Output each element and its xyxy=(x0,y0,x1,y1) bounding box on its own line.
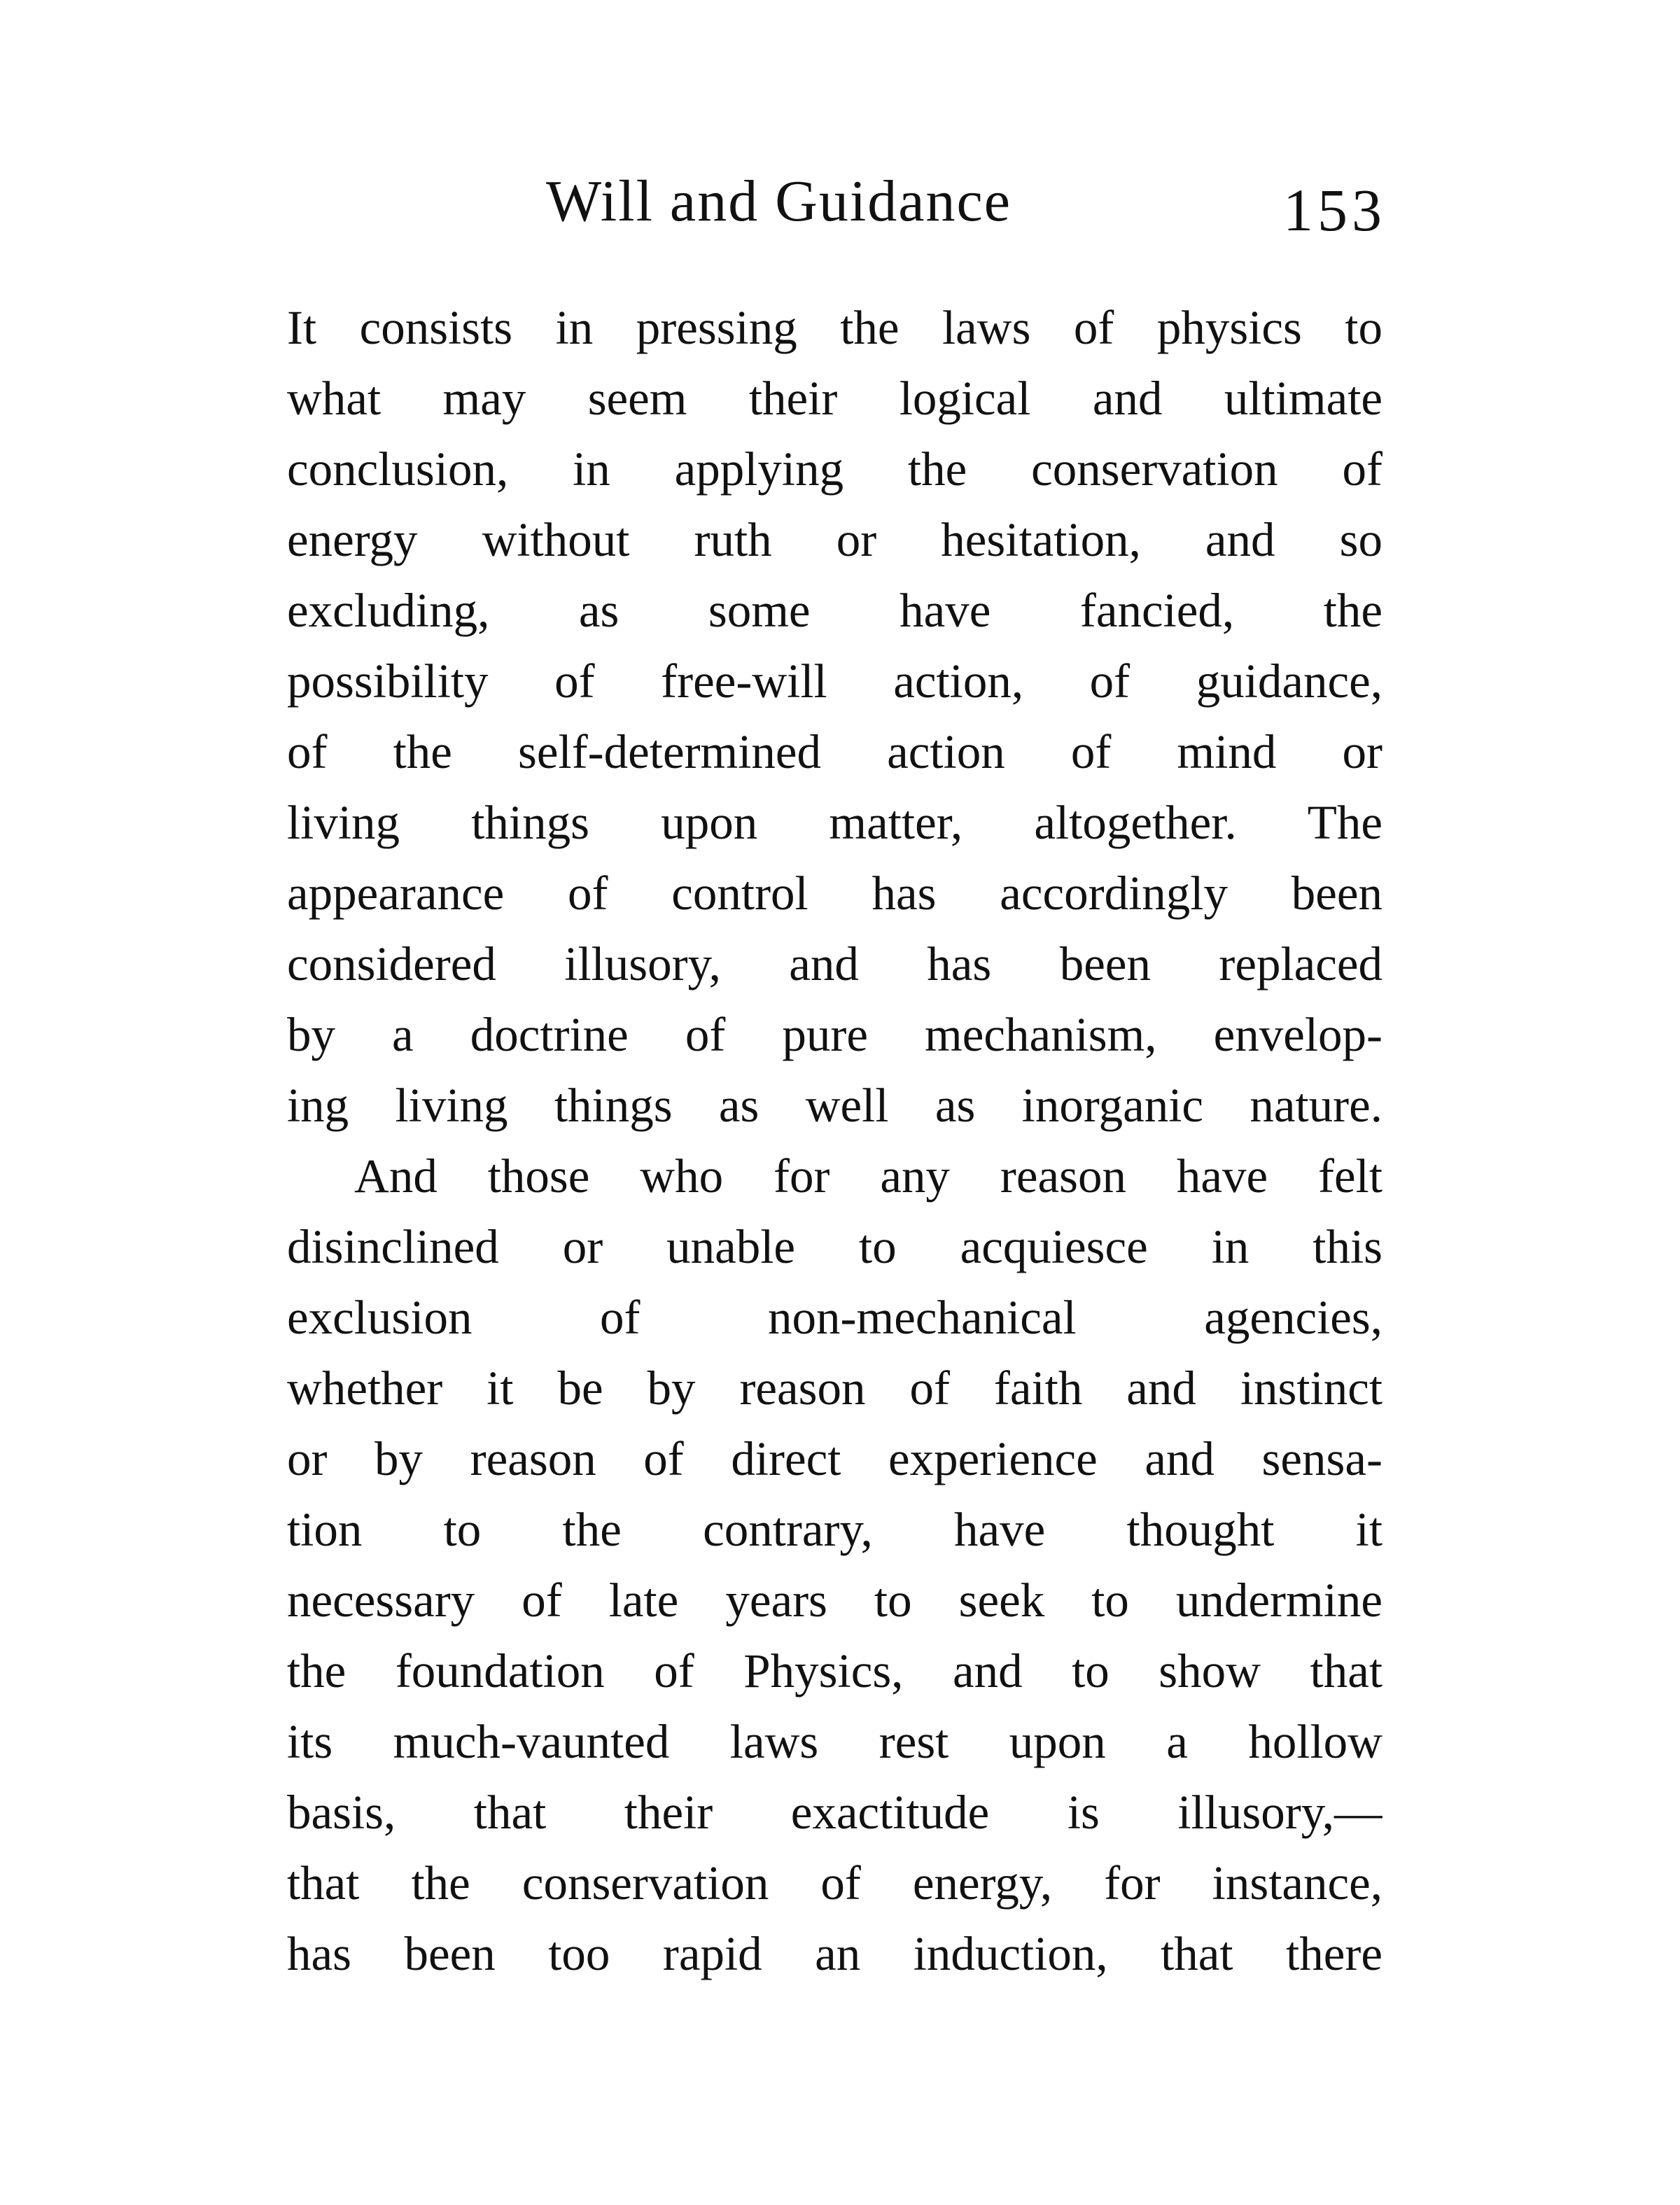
text-line: exclusion of non-mechanical agencies, xyxy=(287,1291,1382,1344)
text-line: or by reason of direct experience and sensa- xyxy=(287,1432,1382,1485)
text-line: of the self-determined action of mind or xyxy=(287,725,1382,778)
text-line: tion to the contrary, have thought it xyxy=(287,1503,1382,1556)
text-line: basis, that their exactitude is illusory,— xyxy=(287,1786,1382,1839)
text-line: by a doctrine of pure mechanism, envelop- xyxy=(287,1008,1382,1061)
text-line: living things upon matter, altogether. The xyxy=(287,796,1382,849)
text-line: conclusion, in applying the conservation of xyxy=(287,442,1382,496)
text-line: considered illusory, and has been replaced xyxy=(287,937,1382,990)
text-line: necessary of late years to seek to undermine xyxy=(287,1574,1382,1627)
text-line: possibility of free-will action, of guidance, xyxy=(287,654,1382,708)
text-line: has been too rapid an induction, that there xyxy=(287,1927,1382,1980)
running-head xyxy=(287,167,1386,251)
text-line: what may seem their logical and ultimate xyxy=(287,372,1382,425)
text-line: its much-vaunted laws rest upon a hollow xyxy=(287,1715,1382,1768)
text-line: energy without ruth or hesitation, and so xyxy=(287,513,1382,566)
text-line: the foundation of Physics, and to show that xyxy=(287,1644,1382,1698)
text-line: that the conservation of energy, for instance, xyxy=(287,1856,1382,1910)
text-line: ing living things as well as inorganic nature. xyxy=(287,1079,1382,1132)
text-line: appearance of control has accordingly been xyxy=(287,867,1382,920)
text-line: disinclined or unable to acquiesce in this xyxy=(287,1220,1382,1273)
running-title: Will and Guidance xyxy=(546,169,1012,234)
paragraph-first-line: And those who for any reason have felt xyxy=(354,1149,1382,1203)
body-text xyxy=(287,293,1382,1989)
page-number: 153 xyxy=(1283,176,1386,244)
text-line: excluding, as some have fancied, the xyxy=(287,584,1382,637)
text-line: It consists in pressing the laws of physics to xyxy=(287,301,1382,354)
text-line: whether it be by reason of faith and instinct xyxy=(287,1362,1382,1415)
